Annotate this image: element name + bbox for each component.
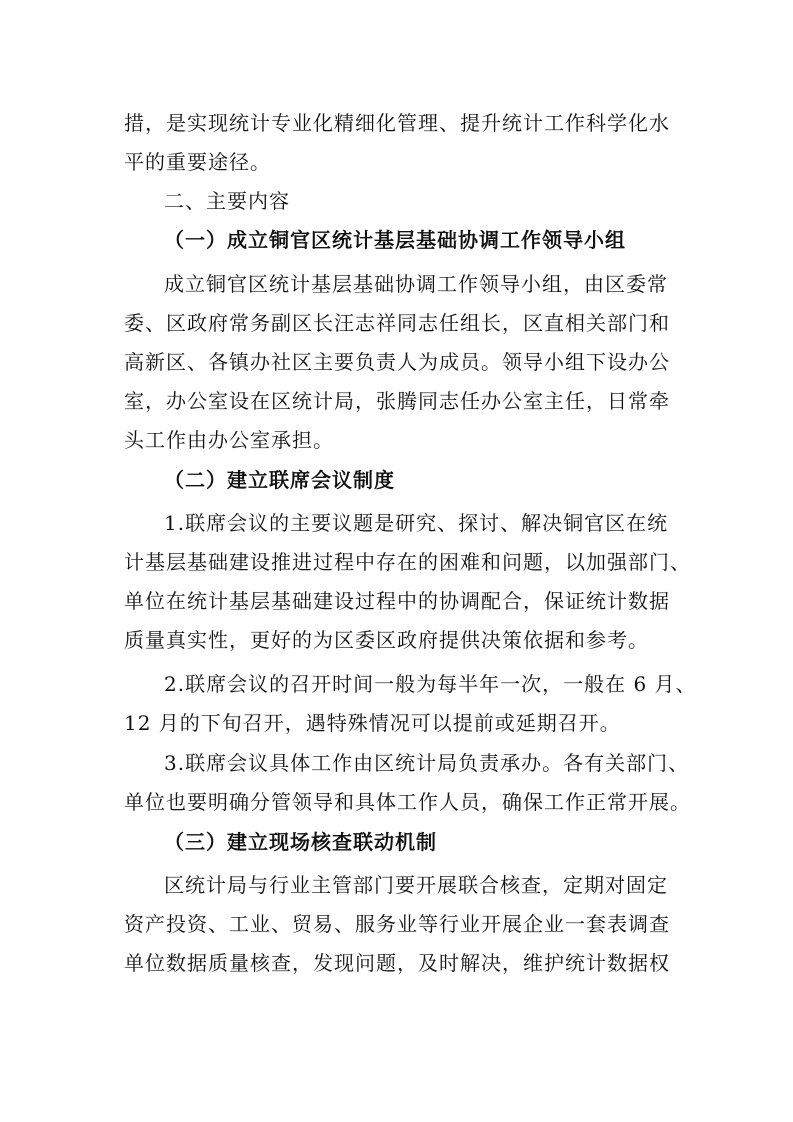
paragraph-line: 区统计局与行业主管部门要开展联合核查，定期对固定: [164, 873, 668, 897]
paragraph-line: 计基层基础建设推进过程中存在的困难和问题，以加强部门、: [124, 550, 691, 574]
subsection-heading: （二）建立联席会议制度: [164, 468, 395, 492]
section-heading: 二、主要内容: [164, 189, 290, 213]
paragraph-line: 室，办公室设在区统计局，张腾同志任办公室主任，日常牵: [124, 389, 670, 413]
paragraph-line: 3.联席会议具体工作由区统计局负责承办。各有关部门、: [164, 751, 690, 775]
paragraph-line: 12 月的下旬召开，遇特殊情况可以提前或延期召开。: [124, 711, 621, 735]
paragraph-line: 1.联席会议的主要议题是研究、探讨、解决铜官区在统: [164, 511, 669, 535]
subsection-heading: （三）建立现场核查联动机制: [164, 830, 437, 854]
paragraph-line: 高新区、各镇办社区主要负责人为成员。领导小组下设办公: [124, 350, 670, 374]
paragraph-line: 平的重要途径。: [124, 150, 271, 174]
paragraph-line: 成立铜官区统计基层基础协调工作领导小组，由区委常: [164, 272, 668, 296]
paragraph-line: 单位数据质量核查，发现问题，及时解决，维护统计数据权: [124, 951, 670, 975]
paragraph-line: 单位在统计基层基础建设过程中的协调配合，保证统计数据: [124, 589, 670, 613]
paragraph-line: 头工作由办公室承担。: [124, 428, 334, 452]
paragraph-line: 措，是实现统计专业化精细化管理、提升统计工作科学化水: [124, 111, 670, 135]
paragraph-line: 单位也要明确分管领导和具体工作人员，确保工作正常开展。: [124, 790, 691, 814]
paragraph-line: 资产投资、工业、贸易、服务业等行业开展企业一套表调查: [124, 912, 670, 936]
paragraph-line: 委、区政府常务副区长汪志祥同志任组长，区直相关部门和: [124, 311, 670, 335]
paragraph-line: 2.联席会议的召开时间一般为每半年一次，一般在 6 月、: [164, 672, 697, 696]
subsection-heading: （一）成立铜官区统计基层基础协调工作领导小组: [164, 228, 626, 252]
paragraph-line: 质量真实性，更好的为区委区政府提供决策依据和参考。: [124, 628, 649, 652]
